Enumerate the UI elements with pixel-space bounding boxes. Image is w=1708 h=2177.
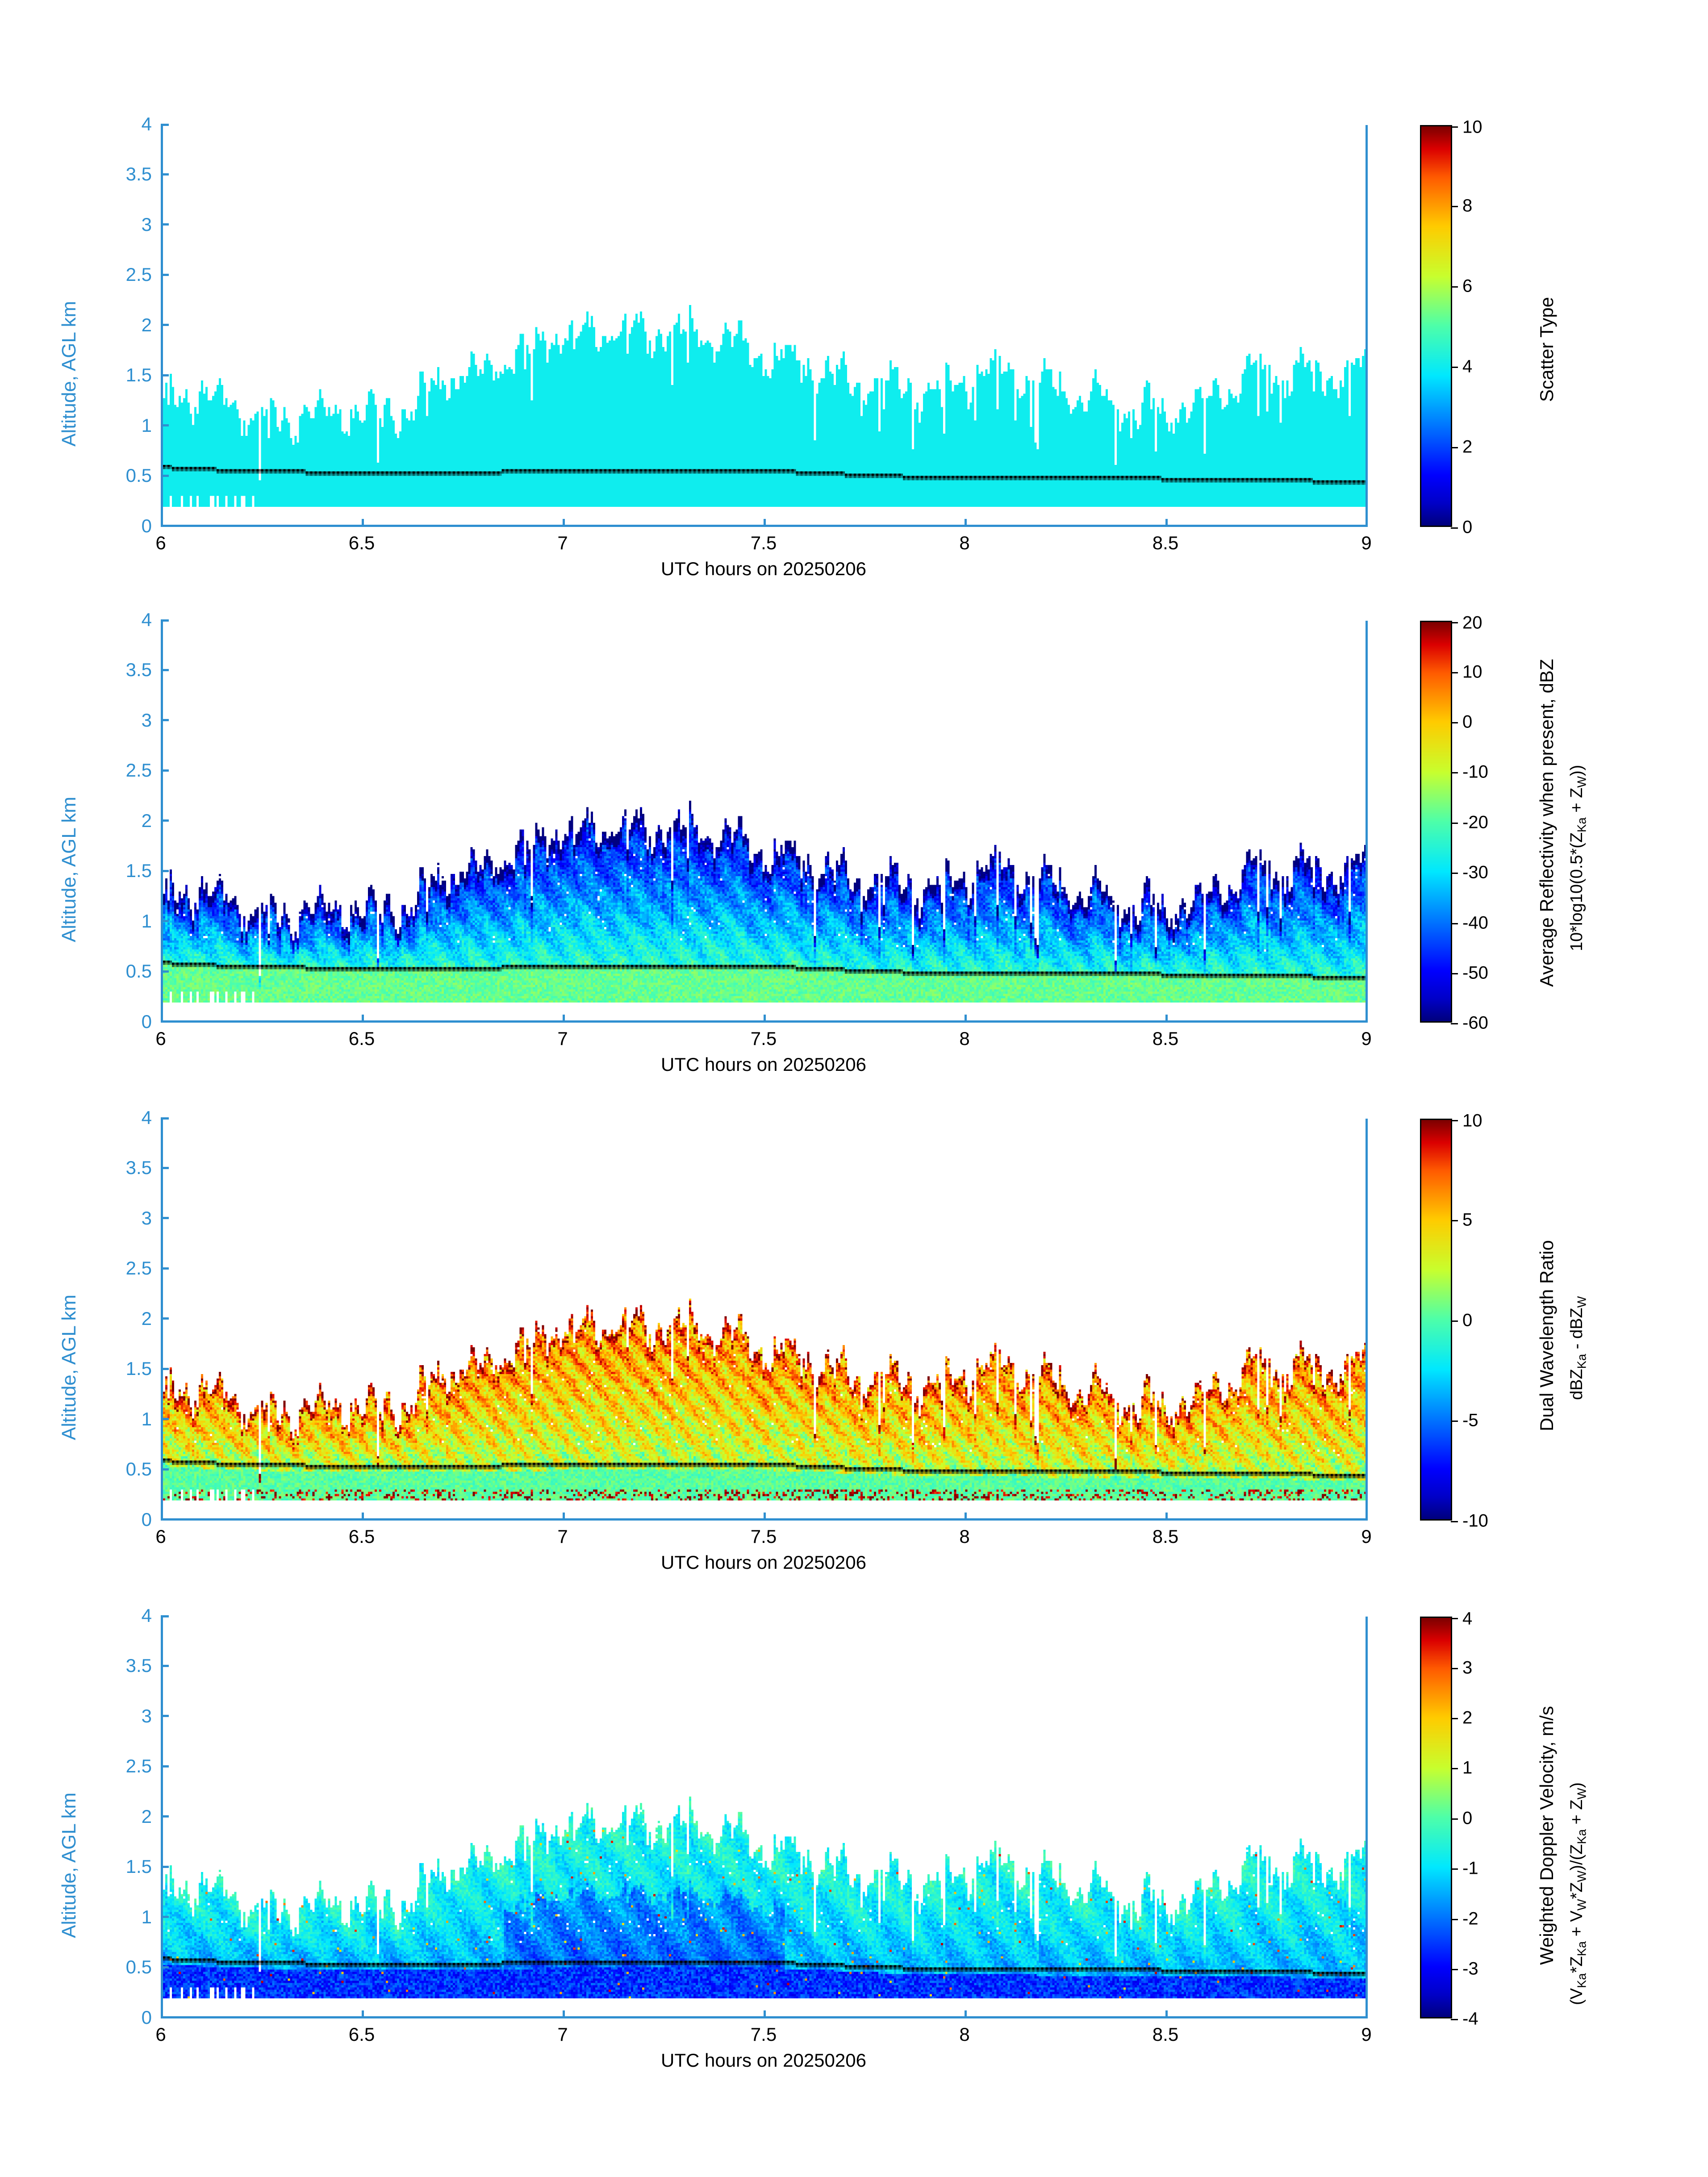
axis-right-spine <box>1366 1617 1368 2018</box>
colorbar-tick <box>1451 1818 1458 1820</box>
xtick <box>965 519 967 527</box>
ytick-label: 3.5 <box>125 1655 152 1676</box>
colorbar-tick <box>1451 1521 1458 1522</box>
colorbar-title-dwr-line1: Dual Wavelength Ratio <box>1536 1240 1557 1431</box>
xtick-label: 8 <box>959 1028 970 1049</box>
xtick-label: 6.5 <box>348 532 375 553</box>
colorbar-gradient <box>1421 126 1451 526</box>
xtick-label: 8 <box>959 532 970 553</box>
ytick <box>161 619 169 622</box>
ytick <box>161 1217 169 1219</box>
xtick <box>362 2010 364 2018</box>
ytick <box>161 669 169 671</box>
colorbar-gradient <box>1421 1120 1451 1519</box>
ytick-label: 2.5 <box>125 264 152 285</box>
xtick-label: 6 <box>155 2024 166 2045</box>
colorbar-tick-label: -4 <box>1462 2009 1478 2029</box>
panel-dual-wavelength-ratio <box>0 1092 1708 1588</box>
heatmap-average-reflectivity <box>163 621 1366 1020</box>
xtick-label: 9 <box>1361 2024 1372 2045</box>
colorbar-tick-label: -60 <box>1462 1013 1488 1033</box>
colorbar-gradient <box>1421 622 1451 1021</box>
ytick-label: 4 <box>141 113 152 134</box>
colorbar-title-wdv-line1: Weighted Doppler Velocity, m/s <box>1536 1706 1557 1965</box>
colorbar-tick-label: -40 <box>1462 913 1488 933</box>
colorbar-tick <box>1451 772 1458 773</box>
xtick-label: 6.5 <box>348 1028 375 1049</box>
ytick <box>161 324 169 326</box>
xtick-label: 7 <box>557 1526 568 1547</box>
colorbar-tick-label: 6 <box>1462 276 1473 296</box>
xtick-label: 9 <box>1361 1526 1372 1547</box>
colorbar-tick <box>1451 1023 1458 1024</box>
colorbar-tick <box>1451 1618 1458 1619</box>
ytick <box>161 1916 169 1918</box>
x-axis-label: UTC hours on 20250206 <box>661 558 866 579</box>
colorbar-tick <box>1451 527 1458 529</box>
colorbar-tick-label: 4 <box>1462 1609 1473 1629</box>
xtick <box>1366 1015 1368 1023</box>
ytick <box>161 274 169 276</box>
xtick-label: 6 <box>155 1526 166 1547</box>
colorbar-tick-label: 2 <box>1462 1708 1473 1728</box>
ytick-label: 2.5 <box>125 1755 152 1776</box>
colorbar-tick <box>1451 672 1458 673</box>
colorbar-tick-label: 1 <box>1462 1758 1473 1778</box>
x-axis-label: UTC hours on 20250206 <box>661 2050 866 2071</box>
ytick <box>161 1468 169 1471</box>
ytick-label: 0 <box>141 2007 152 2028</box>
ytick-label: 1 <box>141 1408 152 1429</box>
ytick-label: 4 <box>141 1605 152 1626</box>
xtick-label: 8.5 <box>1152 1028 1179 1049</box>
colorbar-tick-label: -10 <box>1462 762 1488 782</box>
ytick-label: 0.5 <box>125 465 152 486</box>
ytick-label: 3.5 <box>125 1157 152 1178</box>
colorbar-tick-label: 10 <box>1462 117 1482 137</box>
ytick-label: 0.5 <box>125 1956 152 1977</box>
x-axis-label: UTC hours on 20250206 <box>661 1552 866 1573</box>
colorbar-tick <box>1451 973 1458 974</box>
colorbar-weighted-doppler-velocity <box>1420 1609 1478 2029</box>
ytick-label: 1.5 <box>125 860 152 881</box>
colorbar-tick <box>1451 1919 1458 1920</box>
colorbar-tick <box>1451 2019 1458 2020</box>
colorbar-tick-label: 10 <box>1462 1111 1482 1131</box>
ytick <box>161 1267 169 1270</box>
x-axis-label: UTC hours on 20250206 <box>661 1054 866 1075</box>
xtick <box>362 519 364 527</box>
xtick <box>965 2010 967 2018</box>
ytick <box>161 173 169 175</box>
xtick-label: 7 <box>557 532 568 553</box>
y-axis-label: Altitude, AGL km <box>58 301 80 447</box>
xtick <box>563 519 565 527</box>
y-axis-label: Altitude, AGL km <box>58 1294 80 1440</box>
ytick <box>161 920 169 922</box>
ytick-label: 0.5 <box>125 961 152 982</box>
ytick <box>161 970 169 973</box>
xtick <box>1366 519 1368 527</box>
panel-scatter-type <box>0 98 1708 594</box>
ytick <box>161 1418 169 1420</box>
ytick <box>161 1167 169 1169</box>
colorbar-tick <box>1451 622 1458 623</box>
ytick-label: 2 <box>141 314 152 335</box>
colorbar-tick <box>1451 286 1458 288</box>
colorbar-tick <box>1451 1768 1458 1769</box>
ytick <box>161 1815 169 1818</box>
heatmap-dual-wavelength-ratio <box>163 1119 1366 1518</box>
ytick <box>161 1765 169 1768</box>
ytick <box>161 424 169 426</box>
axis-right-spine <box>1366 1119 1368 1521</box>
ytick <box>161 2016 169 2018</box>
ytick <box>161 1518 169 1521</box>
ytick <box>161 719 169 721</box>
ytick-label: 3 <box>141 710 152 731</box>
ytick <box>161 1020 169 1023</box>
y-axis-label: Altitude, AGL km <box>58 796 80 942</box>
ytick <box>161 124 169 126</box>
ytick-label: 3 <box>141 1208 152 1228</box>
xtick-label: 6.5 <box>348 2024 375 2045</box>
ytick-label: 1.5 <box>125 1856 152 1877</box>
colorbar-tick <box>1451 206 1458 207</box>
ytick-label: 1.5 <box>125 364 152 385</box>
colorbar-tick-label: 0 <box>1462 517 1473 537</box>
colorbar-tick-label: -20 <box>1462 812 1488 832</box>
ytick <box>161 223 169 226</box>
colorbar-tick-label: 0 <box>1462 712 1473 732</box>
plot-area-dual-wavelength-ratio <box>161 1119 1366 1521</box>
xtick-label: 8 <box>959 1526 970 1547</box>
ytick-label: 2.5 <box>125 1258 152 1279</box>
xtick-label: 7 <box>557 1028 568 1049</box>
colorbar-tick-label: -30 <box>1462 862 1488 882</box>
xtick-label: 6 <box>155 1028 166 1049</box>
colorbar-title-wdv-line2: $(V_{Ka}*Z_{Ka} + V_W*Z_W)/(Z_{Ka} + Z_W)$ <box>1567 1782 1589 2005</box>
colorbar-scatter-type <box>1420 117 1482 537</box>
xtick <box>965 1513 967 1521</box>
xtick <box>1165 1015 1168 1023</box>
colorbar-tick-label: 4 <box>1462 356 1473 376</box>
y-axis-label: Altitude, AGL km <box>58 1792 80 1938</box>
xtick <box>362 1513 364 1521</box>
panel-average-reflectivity <box>0 594 1708 1090</box>
ytick-label: 1.5 <box>125 1358 152 1379</box>
panel-weighted-doppler-velocity <box>0 1590 1708 2085</box>
ytick <box>161 1665 169 1667</box>
colorbar-tick-label: -10 <box>1462 1511 1488 1531</box>
ytick <box>161 1715 169 1717</box>
colorbar-tick-label: -3 <box>1462 1959 1478 1979</box>
colorbar-tick <box>1451 1969 1458 1970</box>
ytick <box>161 1317 169 1320</box>
ytick <box>161 525 169 527</box>
ytick <box>161 374 169 376</box>
ytick-label: 3.5 <box>125 659 152 680</box>
ytick-label: 3 <box>141 214 152 235</box>
ytick-label: 0 <box>141 1011 152 1032</box>
xtick-label: 8.5 <box>1152 2024 1179 2045</box>
colorbar-title-average-reflectivity-line2: $10*\log 10(0.5*(Z_{Ka} + Z_W))$ <box>1567 765 1589 951</box>
ytick-label: 2 <box>141 1806 152 1827</box>
colorbar-tick-label: -1 <box>1462 1858 1478 1878</box>
ytick <box>161 819 169 822</box>
ytick <box>161 769 169 772</box>
xtick-label: 7.5 <box>750 532 777 553</box>
colorbar-tick <box>1451 873 1458 874</box>
axis-right-spine <box>1366 621 1368 1023</box>
plot-area-weighted-doppler-velocity <box>161 1617 1366 2018</box>
colorbar-tick <box>1451 1320 1458 1322</box>
xtick-label: 7.5 <box>750 1028 777 1049</box>
colorbar-tick-label: 10 <box>1462 662 1482 682</box>
ytick <box>161 1117 169 1120</box>
xtick-label: 7.5 <box>750 1526 777 1547</box>
colorbar-title-average-reflectivity-line1: Average Reflectivity when present, dBZ <box>1536 659 1557 987</box>
xtick <box>1165 519 1168 527</box>
colorbar-tick <box>1451 1718 1458 1719</box>
ytick <box>161 1368 169 1370</box>
colorbar-gradient <box>1421 1618 1451 2017</box>
colorbar-tick <box>1451 1220 1458 1221</box>
ytick <box>161 475 169 477</box>
colorbar-tick <box>1451 126 1458 128</box>
xtick-label: 7.5 <box>750 2024 777 2045</box>
colorbar-tick-label: 5 <box>1462 1210 1473 1230</box>
ytick-label: 3 <box>141 1705 152 1726</box>
colorbar-tick-label: 0 <box>1462 1310 1473 1330</box>
ytick-label: 0 <box>141 515 152 536</box>
xtick <box>764 519 766 527</box>
xtick-label: 8 <box>959 2024 970 2045</box>
xtick <box>764 1513 766 1521</box>
colorbar-tick-label: 2 <box>1462 437 1473 457</box>
colorbar-tick <box>1451 1868 1458 1870</box>
xtick <box>1366 2010 1368 2018</box>
ytick-label: 1 <box>141 415 152 436</box>
xtick <box>764 1015 766 1023</box>
heatmap-scatter-type <box>163 125 1366 525</box>
ytick-label: 3.5 <box>125 163 152 184</box>
ytick <box>161 1966 169 1968</box>
ytick-label: 2 <box>141 1308 152 1329</box>
colorbar-tick <box>1451 1120 1458 1121</box>
colorbar-tick-label: 3 <box>1462 1658 1473 1678</box>
ytick-label: 2.5 <box>125 760 152 781</box>
xtick <box>563 1015 565 1023</box>
colorbar-tick <box>1451 823 1458 824</box>
xtick-label: 9 <box>1361 1028 1372 1049</box>
colorbar-tick-label: -2 <box>1462 1909 1478 1929</box>
ytick <box>161 870 169 872</box>
xtick-label: 6 <box>155 532 166 553</box>
ytick <box>161 1615 169 1617</box>
colorbar-tick <box>1451 722 1458 723</box>
ytick-label: 0.5 <box>125 1458 152 1479</box>
plot-area-scatter-type <box>161 125 1366 527</box>
colorbar-tick <box>1451 367 1458 368</box>
xtick-label: 8.5 <box>1152 1526 1179 1547</box>
ytick-label: 0 <box>141 1509 152 1530</box>
ytick-label: 4 <box>141 1107 152 1128</box>
xtick <box>764 2010 766 2018</box>
heatmap-weighted-doppler-velocity <box>163 1617 1366 2016</box>
colorbar-tick-label: -5 <box>1462 1410 1478 1430</box>
xtick <box>563 1513 565 1521</box>
axis-right-spine <box>1366 125 1368 527</box>
colorbar-tick-label: 20 <box>1462 613 1482 633</box>
colorbar-tick <box>1451 447 1458 448</box>
colorbar-average-reflectivity <box>1420 613 1488 1033</box>
colorbar-title-dwr-line2: dBZ$_{Ka}$ - dBZ$_W$ <box>1567 1296 1589 1400</box>
xtick-label: 6.5 <box>348 1526 375 1547</box>
xtick-label: 8.5 <box>1152 532 1179 553</box>
ytick-label: 2 <box>141 810 152 831</box>
plot-area-average-reflectivity <box>161 621 1366 1023</box>
colorbar-tick <box>1451 1421 1458 1422</box>
colorbar-tick <box>1451 923 1458 924</box>
ytick-label: 1 <box>141 1906 152 1927</box>
colorbar-tick <box>1451 1668 1458 1669</box>
xtick <box>965 1015 967 1023</box>
xtick <box>563 2010 565 2018</box>
colorbar-title-scatter-type: Scatter Type <box>1536 297 1557 402</box>
xtick <box>362 1015 364 1023</box>
ytick-label: 4 <box>141 609 152 630</box>
ytick <box>161 1866 169 1868</box>
xtick-label: 7 <box>557 2024 568 2045</box>
xtick <box>1165 2010 1168 2018</box>
ytick-label: 1 <box>141 911 152 932</box>
xtick <box>1165 1513 1168 1521</box>
xtick <box>1366 1513 1368 1521</box>
colorbar-tick-label: 0 <box>1462 1808 1473 1828</box>
colorbar-tick-label: -50 <box>1462 963 1488 983</box>
colorbar-dual-wavelength-ratio <box>1420 1111 1488 1531</box>
xtick-label: 9 <box>1361 532 1372 553</box>
colorbar-tick-label: 8 <box>1462 196 1473 216</box>
